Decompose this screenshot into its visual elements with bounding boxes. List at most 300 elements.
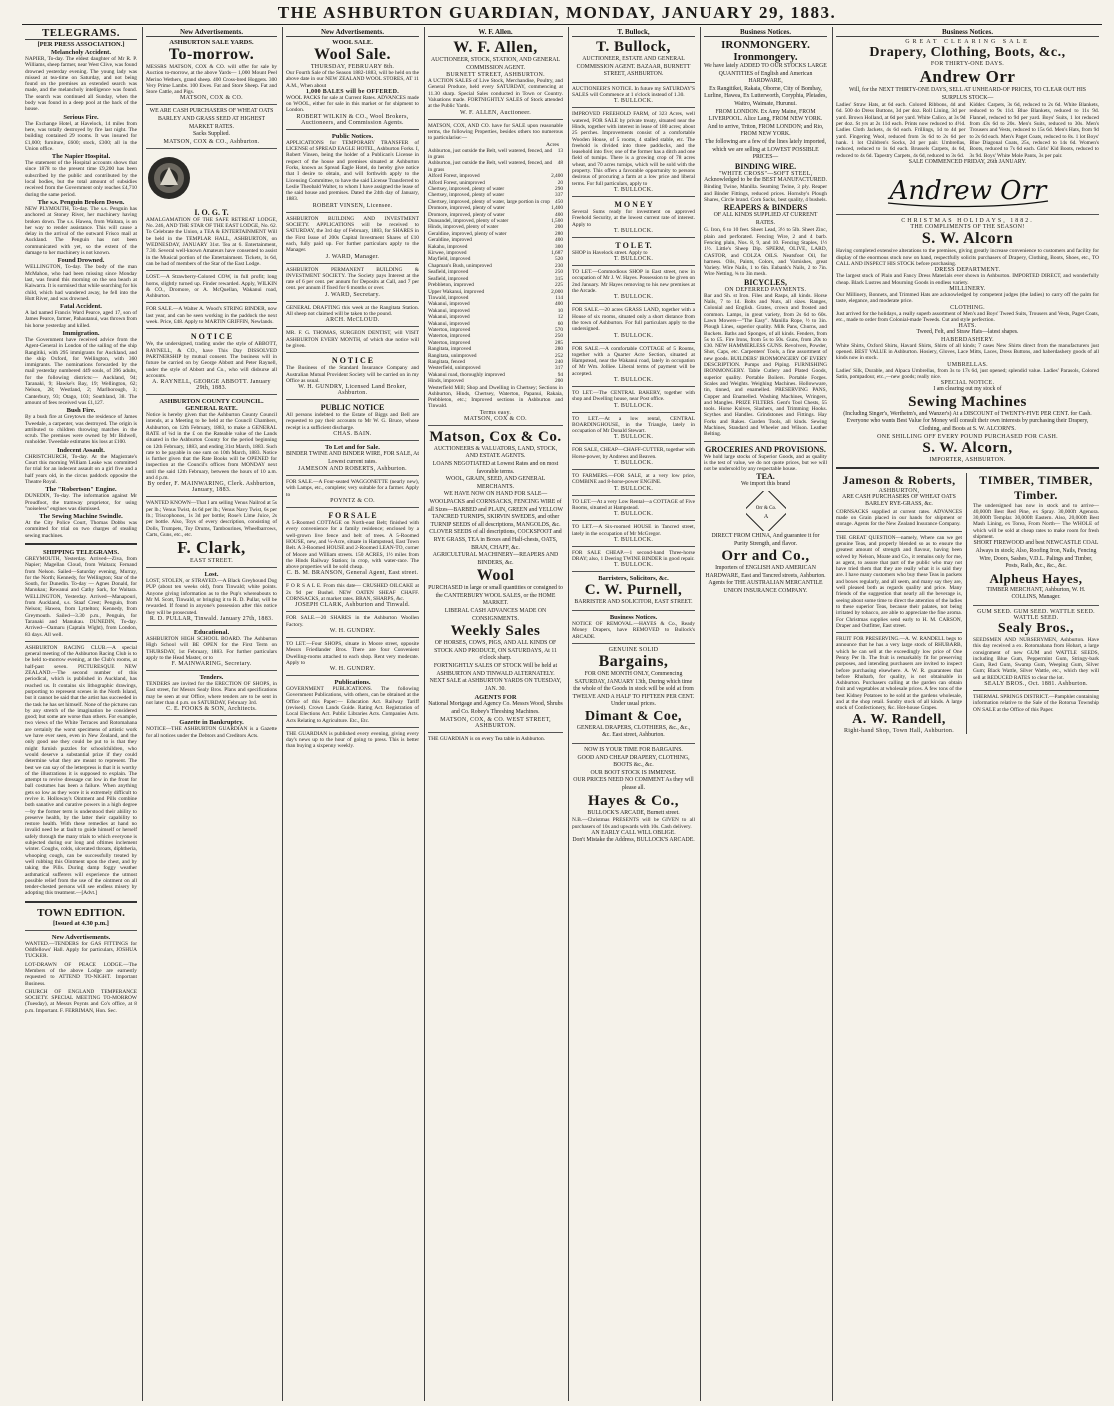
groceries-heading: GROCERIES AND PROVISIONS. [705, 444, 826, 454]
randell-heading: A. W. Randell, [852, 711, 946, 727]
property-acres: 240 [555, 358, 563, 365]
divider [572, 107, 695, 108]
divider [572, 546, 695, 547]
property-location: Alford Forest, improved [428, 173, 480, 180]
column-header: New Advertisements. [286, 27, 419, 37]
alpheus-text: TIMBER MERCHANT, Ashburton, W. H. COLLINS, Manager. [986, 586, 1086, 601]
lost-cow: LOST.—A Strawberry-Colored COW, in full profit; long horns, slightly turned up. Finder rewarded. Apply, WILKIN & CO., Dromore, or A. McQuellan, Wakanui road, Ashburton. [146, 274, 277, 300]
binder-twine: BINDER TWINE AND BINDER WIRE, FOR SALE, At Lowest current rates. [286, 450, 419, 465]
property-location: Waterton, improved [428, 326, 471, 333]
money-heading: M O N E Y [614, 199, 653, 209]
wool-packs: WOOL PACKS for sale at Current Rates. ADVANCES made on WOOL, either for sale in this market or for shipment to London. [286, 94, 419, 114]
orr-prices-right: Kidder. Carpets, 3s 6d, reduced to 2s 6d. White Blankets, reduced to 9s 11d. Blue Blankets, reduced to 11s 9d. Flannel, reduced to 9d per yard. Boys' Suits, 1 lot reduced from 43s 6d to 20s. Men's Suits, reduced to 30s. Men's Trousers and Vests, reduced to 15s 6d. Men's Hats, from 9d to 2s 6d each. Men's Paget Coats, reduced to 8s. 1 lot Boys' Blue Diagonal Coats, 25s, reduced to 14s 6d. Women's Boots, reduced to 7s 6d each. Girls' Kid Boots, reduced to 3s 9d. Boys' White Mole Pants, 3s per pair. [969, 102, 1099, 159]
sewing-machines-heading: Sewing Machines [908, 393, 1027, 410]
oilcake-sale: F O R S A L E. From this date— CRUSHED OILCAKE at 2s 9d per Bushel. NEW OATEN SHEAF CHAFF. CORNSACKS, at market rates. BRAN, SHARPS, &c. [286, 583, 419, 603]
wool-bales: 1,000 BALES will be OFFERED. [305, 88, 400, 95]
property-acres: 250 [555, 333, 563, 340]
randell-address: Right-hand Shop, Town Hall, Ashburton. [843, 727, 955, 734]
divider [286, 727, 419, 728]
telegram-heading: Immigration. [62, 329, 100, 337]
column-header: Business Notices. [836, 27, 1099, 37]
bullock-signature: T. BULLOCK. [613, 402, 654, 409]
property-location: Geraldine, improved, plenty of water [428, 230, 507, 237]
christmas-presents: N.B.—Christmas PRESENTS will be GIVEN to all purchasers of 10s and upwards with 10s. Cash delivery. [572, 817, 695, 830]
wool-purchased: PURCHASED in large or small quantities or consigned to the CANTERBURY WOOL SALES, or the HOME MARKET. [428, 585, 563, 607]
tenders-text: TENDERS are invited for the ERECTION OF SHOPS, in East street, for Messrs Sealy Bros. Plans and specifications may be seen at our Office, where tenders are to be sent in not later than 4 p.m. on SATURDAY, February 3rd. [146, 681, 277, 706]
property-location: Chertsey, improved, plenty of water, large portion in crop [428, 198, 550, 205]
shilling-off: ONE SHILLING OFF EVERY POUND PURCHASED FOR CASH. [877, 433, 1058, 440]
property-acres: 20 [557, 179, 563, 186]
publications-text: GOVERNMENT PUBLICATIONS. The following Government Publications, with others, can be obtained at the Office of this Paper:— Education Act. Railway Tariff (revised). Crown Lands Guide. Rating Act. Registration of Local Elections Act. Public Libraries Acts. Companies Acts. Acts Relating to Agriculture. Etc., Etc. [286, 686, 419, 724]
ad-temperance: CHURCH OF ENGLAND TEMPERANCE SOCIETY. SPECIAL MEETING TO-MORROW (Tuesday), at Messrs Poynts and Co's office, at 8 p.m. Important. F. FERRIMAN, Hon. Sec. [25, 988, 137, 1014]
bicycles-heading: BICYCLES, [744, 277, 787, 287]
property-acres: 400 [555, 237, 563, 244]
telegram-heading: Indecent Assault. [57, 446, 105, 454]
divider [572, 237, 695, 238]
alpheus-heading: Alpheus Hayes, [989, 570, 1083, 586]
property-acres: 280 [555, 230, 563, 237]
local-news: ASHBURTON RACING CLUB.—A special general meeting of the Ashburton Racing Club is to be held to-morrow evening, at the Club's rooms, at half-past seven. PICTURESQUE NEW ZEALAND.—The second number of this periodical, which is published in Auckland, has reached us. It contains six lithographic drawings, purporting to represent scenes in the North Island, but it cannot be said that the artist has succeeded in the task he has set himself. None of the pictures can by any stretch of the imagination be considered good; but some are worse than others. For example, two views of the White Terraces and Rotomahana are certainly the worst specimens of artistic work we have ever seen, even in New Zealand, and the only good use they could be put to is that they might furnish puzzles for schoolchildren, who would deserve a substantial prize if they could determine what they are meant to represent. The best we can say of the letterpress is that it is worthy of the illustrations it is supposed to explain. The attempt to revive dressage cut low in the front for ball costumes has been a failure. When anything gets so low as they wore it is extremely difficult to revive it. Holloway's Ointment and Pills combine both sanative and curative powers in a high degree—by the former term is understood their ability to preserve health, by the latter their capability to restore health. With these remedies at hand no invalid need be at fault to guide himself or herself safely through the many trials to which everyone is subjected during our long and oftimes inclement winter. Coughs, colds, ulcerated throats, diphtheria, whooping cough, can be successfully treated by well rubbing this Ointment upon the chest, and by taking the Pills. During damp foggy weather asthmatical sufferers will experience the utmost possible relief from the use of the ointment on all tender-chested persons will see endless misery by adopting this treatment.—[Advt.] [25, 644, 137, 897]
property-location: Ashburton, just outside the Belt, well watered, fenced, and in grass [428, 160, 553, 173]
high-school: ASHBURTON HIGH SCHOOL BOARD. The Ashburton High School will BE OPEN for the First Term on THURSDAY, 1st February, 1883. For further particulars apply to the Head Master, or to [146, 635, 277, 661]
divider [286, 675, 419, 676]
bullock-heading: T. Bullock, [596, 39, 671, 55]
divider [146, 148, 277, 149]
jameson-cornsacks: CORNSACKS supplied at current rates. ADVANCES made on Grain placed in our hands for shipment or storage. Agents for the New Zealand Insurance Company. [836, 508, 962, 528]
iogt-text: AMALGAMATION OF THE SAFE RETREAT LODGE, No. 246, AND THE STAR OF THE EAST LODGE, No. 62. To Celebrate the Union, a TEA & ENTERTAINMENT Will be held in the TEMPLAR HALL, ASHBURTON, on WEDNESDAY, JANUARY 31st. Tea at 6. Entertainment, 7.30. Several well-known Amateurs have consented to assist in the Musical portion of the Entertainment. Tickets, 1s 6d, can be had of members of the Star of the East Lodge. [146, 216, 277, 267]
property-location: Westerfield, unimproved [428, 365, 481, 372]
divider [836, 632, 962, 633]
telegram-text: The statement of the Hospital accounts shows that since 1878 to the present time £9,200 has been subscribed by the public and contributed by the local bodies, but the total amount of subsidies received from the Government only reaches £4,710 during the same period. [25, 160, 137, 198]
bullock-signature: T. BULLOCK. [613, 98, 654, 105]
umbrellas-heading: UMBRELLAS. [947, 361, 988, 368]
divider [25, 930, 137, 931]
matson-machinery: AGRICULTURAL MACHINERY—REAPERS AND BINDERS, &c. [432, 552, 559, 566]
property-acres: 48 [557, 160, 563, 167]
divider [146, 670, 277, 671]
weekly-sales-heading: Weekly Sales [450, 623, 541, 640]
bullock-listing: TO FARMERS.—FOR SALE, at a very low price, COMBINE and 8-horse-power ENGINE. [572, 473, 695, 486]
waggonette-signature: POYNTZ & CO. [330, 498, 375, 505]
divider [286, 301, 419, 302]
telegram-heading: Bush Fire. [66, 407, 96, 415]
bullock-signature: T. BULLOCK. [613, 511, 654, 518]
column-drapery [832, 27, 1102, 1401]
svg-text:A: A [763, 514, 768, 521]
guardian-notice: THE GUARDIAN is published every evening, giving every day's news up to the hour of going to press. This is better than buying a sixpenny weekly. [286, 730, 419, 750]
educational-heading: Educational. [193, 628, 230, 636]
telegram-text: A lad named Francis Ward Pearce, aged 17, son of James Pearce, farmer, Pahautanui, was thrown from his horse yesterday and killed. [25, 310, 137, 329]
property-location: Chertsey, improved, plenty of water [428, 186, 505, 192]
lower-ads-left [836, 473, 967, 734]
divider [973, 605, 1099, 606]
tea-stamp-text: Orr & Co. [755, 506, 776, 512]
to-let-heading: T O L E T. [615, 240, 652, 250]
telegram-heading: The s.s. Penguin Broken Down. [37, 198, 125, 206]
property-location: Dromore, improved, plenty of water [428, 205, 505, 212]
fortnightly-sales: FORTNIGHTLY SALES OF STOCK Will be held at ASHBURTON AND TINWALD ALTERNATELY. [433, 663, 558, 677]
property-acres: 230 [555, 262, 563, 269]
iron-list: G. Iron, 6 to 10 feet. Sheet Lead, 3½ to 5lb. Sheet Zinc, plain and perforated. Fencing Wire, 2 and 4 barb. Fencing plain, Nos. 8, 9, and 10. Fencing Staples, 1½ 1½. Little's Sheep Dip. SPERM, OLIVE, LARD, CASTOR, and COLZA OILS. Neatsfoot Oil, for harness. Oils, Paints, Colors, and Varnishes, great Variety. Wire Nails, 1 to 6in. Eubank's Nails, 2 to 7in. Wire Netting, ¾ to 3in mesh. [704, 227, 827, 278]
divider [146, 270, 277, 271]
timber-heading: TIMBER, TIMBER, Timber. [979, 472, 1093, 502]
acres-label: Acres [545, 141, 559, 148]
terms-easy: Terms easy. [479, 409, 512, 416]
divider [286, 507, 419, 508]
property-acres: 60 [557, 320, 563, 327]
column-wool-public [282, 27, 422, 1401]
license-transfer: APPLICATIONS for TEMPORARY TRANSFER of LICENSE of SPREAD EAGLE HOTEL, Ashburton Forks. I, Robert Vinsen, being the holder of a Publican's License in respect of the house and premises situated at Ashburton Forks, known as Spread Eagle Hotel, do hereby give notice that I desire to obtain, and will forthwith apply to the Licensing Committee, to have the said License Transferred to Leslie Theobald Walter, to whom I have assigned the lease of the said house and premises. Dated the 24th day of January, 1883. [286, 139, 419, 203]
masthead-rule [22, 24, 1102, 25]
divider [146, 625, 277, 626]
divider [146, 104, 277, 105]
weekly-sales-text: OF HORSES, COWS, PIGS, AND ALL KINDS OF STOCK AND PRODUCE, ON SATURDAYS, At 11 o'clock sharp. [434, 640, 557, 662]
property-location: Waterton, improved [428, 333, 471, 340]
timber-text: The undersigned has now in stock and to arrive— 40,000ft Best Red Pine, ex Spray. 30,000ft Agenora. 30,000ft Templar. 30,000ft Eastern. Also, 20,000ft Best Mash Lining, ex Torea, From North— The WHOLE of which will be sold at cheap rates to make room for fresh shipment. [973, 502, 1099, 541]
bargains-heading: Bargains, [598, 652, 669, 670]
ad-peace-lodge: LOT-DRAWN OF PEACE LODGE.—The Members of the above Lodge are earnestly requested to ATTEND TO-NIGHT. Important Business. [25, 961, 137, 987]
property-acres: 290 [555, 186, 563, 192]
property-location: Chapman's Bush, unimproved [428, 262, 492, 269]
sacks-supplied: Sacks Supplied. [192, 131, 231, 138]
property-location: Dunsandel, improved, plenty of water [428, 218, 509, 225]
property-location: Kirwee, improved [428, 250, 467, 257]
bullock-listing: FOR SALE.—20 acres GRASS LAND, together with a House of six rooms, situated only a short distance from the town of Ashburton. For full particulars apply to the undersigned. [572, 307, 695, 333]
divider [286, 611, 419, 612]
alcorn-intro: Having completed extensive alterations to the premises, giving greatly increase convenience to customers and facility for display of the enormous stock now on hand, respectfully solicits purchasers of Drapery, Clothing, Boots, Shoes, etc., TO CALL AND INSPECT HIS STOCK before purchasing. [836, 248, 1099, 268]
bullock-listing: TO LET.—The CENTRAL BAKERY, together with shop and Dwelling house, near Post office. [572, 389, 695, 403]
orr-heading: Orr and Co., [721, 548, 810, 565]
general-drafting: GENERAL DRAFTING this week at the Rangitata Station. All sheep not claimed will be taken to the pound. [286, 304, 419, 318]
telegram-text: The Exchange Hotel, at Havelock, 14 miles from here, was totally destroyed by fire last night. The building contained 29 rooms. It was insured for £1,000; furniture, £600; stock, £300; all in the Union office. [25, 120, 137, 152]
money-text: Several Sums ready for investment on approved Freehold Security, at the lowest current rate of interest. Apply to [572, 208, 695, 228]
telegram-text: WELLINGTON, To-day. The body of the man McMahon, who had been missing since Monday last, was found this morning on the sea beach at Kaiwarra. It is surmised that while searching for his child, which had wandered away, he fell into the Hutt River, and was drowned. [25, 264, 137, 302]
sealy-signature: SEALY BROS., Oct. 1881. Ashburton. [984, 681, 1088, 687]
divider [286, 440, 419, 441]
column-ironmongery [700, 27, 830, 1401]
waggonette-sale: FOR SALE.—A Four-seated WAGGONETTE (nearly new), with Lamps, etc., complete; very suitable for a farmer. Apply to [286, 479, 419, 498]
sale-yards-text: MESSRS MATSON, COX & CO. will offer for sale by Auction to-morrow, at the above Yards— 1,000 Mount Peel Merino Wethers, grand sheep. 400 Cross-bred Hoggets. 300 Very Prime Lambs. 100 Ewes. Fat and Store Sheep. Fat and Store Cattle, and Pigs. [146, 64, 277, 96]
property-location: Rangitata, fenced [428, 358, 466, 365]
county-council-heading: ASHBURTON COUNTY COUNCIL. GENERAL RATE. [159, 398, 264, 413]
lower-ads-right [973, 473, 1099, 734]
telegram-heading: The Sewing Machine Swindle. [39, 513, 123, 521]
boot-stock: OUR BOOT STOCK IS IMMENSE. [590, 769, 677, 776]
property-location: Geraldine, improved [428, 237, 472, 244]
genuine-solid: GENUINE SOLID [608, 646, 659, 653]
property-row [428, 378, 563, 384]
properties-table [428, 148, 563, 385]
county-council-text: Notice is hereby given that the Ashburton County Council intends, at a Meeting to be held at the Council Chambers, Ashburton, on 12th February, 1883, to make a GENERAL RATE of ¼d in the £ on the Rateable value of the Lands situated in the Ashburton County for the period beginning on 12th February, 1883, and ending 31st March, 1883. Such rate to be payable in one sum on 10th March, 1883. Notice is further given that the Rate Books will be OPENED for inspection at the Council's offices from MONDAY next until the said 12th February, between the hours of 10 a.m. and 4 p.m. [146, 412, 277, 482]
telegram-text: NEW PLYMOUTH, To-day. The s.s. Penguin has anchored at Stoney River, her machinery having broken down. The s.s. Hawea, from Waitara, is on her way to render assistance. This will cause a delay in the arrival of the outward Frisco mail at Auckland. The Penguin has not been communicated with yet, so the extent of the damage to her machinery is not known. [25, 205, 137, 257]
wool-sale-heading: Wool Sale. [313, 46, 391, 63]
shares-signature: W. H. GUNDRY. [329, 627, 376, 634]
ironmongery-intro: We have lately ADDED TO OUR STOCKS LARGE QUANTITIES of English and American HARDWARE, [704, 63, 827, 85]
divider [25, 543, 137, 545]
for-sale-binder: FOR SALE.—A Walter A. Wood's STRING BINDER, now last year, and can be seen working in the paddock the next week. Price, £48. Apply to MARTIN GRIFFIN, Newlands. [146, 306, 277, 326]
bullock-signature: T. BULLOCK. [613, 562, 654, 569]
properties-signature: MATSON, COX & CO. [464, 415, 527, 422]
umbrellas-text: Ladies' Silk, Durable, and Alpaca Umbrellas, from 3s to 17s 6d, just opened; splendid value. Ladies' Parasols, Colored Satin, pompadour, etc.,—new goods; really nice. [836, 367, 1099, 380]
to-morrow-heading: To-morrow. [168, 46, 255, 63]
column-header: W. F. Allen. [428, 27, 563, 37]
thirty-one-days: FOR THIRTY-ONE DAYS. [930, 61, 1005, 67]
property-acres: 13 [557, 147, 563, 154]
andrew-orr-intro: Will, for the NEXT THIRTY-ONE DAYS, SELL AT UNHEARD-OF PRICES, TO CLEAR OUT HIS SURPLUS STOCK— [849, 87, 1086, 101]
next-sale: NEXT SALE at ASHBURTON YARDS ON TUESDAY, JAN. 30. [429, 678, 562, 692]
hayes-address: BULLOCK'S ARCADE, Burnett street. [587, 809, 680, 816]
millinery-heading: MILLINERY. [949, 285, 986, 292]
matson-heading: Matson, Cox & Co. [429, 428, 562, 445]
telegram-heading: Serious Fire. [63, 113, 99, 121]
tenders-signature: C. E. FOOKS & SON, Architects. [166, 706, 257, 713]
permanent-society: ASHBURTON PERMANENT BUILDING & INVESTMENT SOCIETY. The Society pays Interest at the rate of 6 per cent. per annum for Deposits at Call, and 7 per cent. per annum if fixed for 6 months or over. [286, 266, 419, 292]
divider [146, 394, 277, 395]
drapery-heading: Drapery, Clothing, Boots, &c., [869, 45, 1066, 60]
divider [146, 567, 277, 568]
county-council-signature: By order, F. MAINWARING, Clerk. Ashburton, January, 1883. [147, 481, 276, 494]
jameson-address: ASHBURTON, [878, 487, 920, 494]
clothing-text: Just arrived for the holidays, a really superb assortment of Men's and Boys' Tweed Suits, Trousers and Vests, Paget Coats, etc., made to order from Colonial-made Tweeds. Cut and style perfection. [836, 310, 1099, 323]
property-acres: 400 [555, 211, 563, 218]
property-location: Chertsey, improved, plenty of water [428, 192, 505, 199]
white-cross: "WHITE CROSS"—SOFT STEEL, [718, 170, 813, 177]
property-location: Wakanui, improved [428, 301, 470, 308]
clothing-heading: CLOTHING. [950, 304, 985, 311]
cottage-sale: A 5-Roomed COTTAGE on North-east Belt; finished with every convenience for a family residence; enclosed by a well-grown live fence and belt of trees. A 5-Roomed HOUSE, new, and ¼-Acre, situate in Hampstead, East Town Belt. A 3-Roomed HOUSE and 2-Roomed LEAN-TO, corner of Moore and William streets. 150 ACRES, 1½ miles from the Hinds Railway Station; in crop, with water-race. The above properties will be sold cheap. [286, 520, 419, 571]
divider [572, 495, 695, 496]
reapers-text: OF ALL KINDS SUPPLIED AT CURRENT RATES. [713, 212, 818, 226]
notice-heading: N O T I C E [190, 332, 233, 342]
divider [572, 386, 695, 387]
property-location: Rangitata, improved [428, 346, 472, 353]
divider [286, 212, 419, 213]
property-acres: 250 [555, 269, 563, 276]
property-acres: 114 [555, 294, 563, 301]
wool-sale-text: Our Fourth Sale of the Season 1882-1883, will be held on the above date in our NEW ZEALAND WOOL STORES, AT 11 A.M., When about [286, 70, 419, 89]
public-notice-heading: PUBLIC NOTICE [320, 403, 385, 413]
binder-signature: JAMESON AND ROBERTS, Ashburton. [298, 466, 407, 473]
permanent-signature: J. WARD, Secretary. [324, 291, 381, 298]
insurance-signature: W. H. GUNDRY, Licensed Land Broker, Ashburton. [298, 384, 407, 397]
twine-list: Binding Twine, Manilla. Seaming Twine, 3 ply. Reaper and Binder Fittings, reduced prices. Hornsby's Plough Shares, Circle brand. Corn Sacks, best quality, 4 bushels. [704, 184, 827, 203]
sewing-machines-text: (Including Singer's, Wertheim's, and Wanzer's) At a DISCOUNT of TWENTY-FIVE PER CENT. for Cash. Everyone who wants Best Value for Money will consult their own interests by purchasing their Drapery, Clothing, and Boots at S. W. ALCORN'S. [843, 410, 1092, 432]
sale-yards-heading: ASHBURTON SALE YARDS. [169, 39, 254, 46]
property-location: Mayfield, improved [428, 256, 471, 263]
property-location: Alford Forest, unimproved [428, 179, 485, 186]
agents-text: National Mortgage and Agency Co. Messrs Wood, Shrubs and Co. Robey's Threshing Machines. [428, 701, 563, 715]
divider [146, 328, 277, 329]
allen-address: BURNETT STREET, ASHBURTON. [446, 72, 545, 79]
property-location: Tinwald, improved [428, 294, 469, 301]
divider [572, 412, 695, 413]
divider [428, 732, 563, 733]
divider [836, 467, 1099, 469]
iogt-heading: I. O. G. T. [194, 207, 229, 217]
allen-heading: W. F. Allen, [453, 39, 538, 56]
property-location: Prebbleton, improved [428, 282, 474, 289]
publications-heading: Publications. [334, 679, 371, 687]
hats-text: Tweed, Felt, and Straw Hats—latest shapes. [916, 329, 1019, 336]
column-new-ads [142, 27, 280, 1401]
early-call: AN EARLY CALL WILL OBLIGE. [591, 829, 676, 836]
haberdashery-text: White Shirts, Oxford Shirts, Havard Shirts, Shirts of all kinds; 7 cases New Shirts direct from the manufacturers just opened. BEST VALUE in Ashburton. Hosiery, Gloves, Lace Mitts, Laces, Dress Buttons, and haberdashery goods of all kinds now in stock. [836, 342, 1099, 362]
property-location: Upper Wakanui, improved [428, 288, 485, 295]
gum-seed: GUM SEED. GUM SEED. WATTLE SEED. WATTLE SEED. [977, 608, 1095, 621]
clark-address: EAST STREET. [189, 558, 234, 565]
divider [704, 441, 827, 442]
property-location: Wakanui road, thoroughly improved [428, 371, 505, 378]
property-location: Ashburton, just outside the Belt, well watered, fenced, and in grass [428, 147, 553, 160]
telegram-heading: The Napier Hospital. [51, 153, 111, 161]
purnell-title: BARRISTER AND SOLICITOR, EAST STREET. [574, 599, 693, 606]
property-acres: 1,500 [551, 218, 563, 225]
lower-ads [836, 473, 1099, 734]
telegram-text: DUNEDIN, To-day. The information against Mr Proudfoot, the tramway proprietor, for using "noiseless" engines was dismissed. [25, 493, 137, 512]
bullock-signature: T. BULLOCK. [613, 434, 654, 441]
bullock-signature: T. BULLOCK. [613, 256, 654, 263]
bullock-signature: T. BULLOCK. [613, 460, 654, 467]
divider [572, 196, 695, 197]
bullock-signature: T. BULLOCK. [613, 332, 654, 339]
property-location: Dromore, improved, plenty of water [428, 211, 505, 218]
property-acres: 225 [555, 282, 563, 289]
property-row [428, 148, 563, 161]
ironmongery-heading: IRONMONGERY. Ironmongery. [721, 39, 810, 63]
divider [286, 579, 419, 580]
dentist-notice: MR. F. G. THOMAS, SURGEON DENTIST, will VISIT ASHBURTON EVERY MONTH, of which due notice will be given. [286, 330, 419, 349]
bullock-listing: FOR SALE, CHEAP—CHAFF-CUTTER, together with Horse-power, by Andrews and Beaven. [572, 447, 695, 460]
business-notices-heading: Business Notices. [609, 614, 658, 622]
town-edition-heading: TOWN EDITION. [37, 906, 125, 919]
alcorn-heading: S. W. Alcorn [921, 230, 1014, 248]
divider [572, 610, 695, 611]
special-notice-text: I am clearing out my stock of [933, 386, 1002, 393]
insurance-text: The Business of the Standard Insurance Company and Australian Mutual Provident Society will be carried on in my Office as usual. [286, 365, 419, 384]
guardian-tea-notice: THE GUARDIAN is on every Tea table in Ashburton. [428, 735, 546, 742]
cottage-signature: C. B. M. BRANSON, General Agent, East street. [286, 570, 419, 577]
our-prices: OUR PRICES NEED NO COMMENT As they will please all. [573, 777, 694, 792]
dress-text: The largest stock of Plain and Fancy Dress Materials ever shown in Ashburton. IMPORTED DIRECT, and wonderfully cheap. Black Lustres and Mourning Goods in endless variety. [836, 273, 1099, 286]
property-acres: 200 [555, 378, 563, 385]
public-notices-heading: Public Notices. [331, 132, 374, 140]
telegrams-source: [PER PRESS ASSOCIATION.] [37, 41, 125, 48]
orr-agents: Agents for THE AUSTRALIAN MERCANTILE UNION INSURANCE COMPANY. [708, 580, 823, 595]
telegram-text: The Government have received advice from the Agent-General in London of the sailing of the ship Rangitiki, with 295 immigrants for Auckland, and the ship Oxford, for Wellington, with 360 immigrants. The nominations forwarded by the mail yesterday numbered 449 souls, of 396 adults, for the following districts:— Auckland, 94; Taranaki, 9; Hawke's Bay, 19; Wellington, 62; Nelson, 28; Westland, 2; Marlborough, 3; Canterbury, 93; Otago, 103; Southland, 38. The amount of fees received was £1,127. [25, 336, 137, 406]
gazette-text: NOTICE—THE ASHBURTON GUARDIAN is a Gazette for all notices under the Debtors and Creditors Acts. [146, 726, 277, 739]
column-header: T. Bullock, [572, 27, 695, 37]
thermal-springs: THERMAL SPRINGS DISTRICT.—Pamphlet containing information relative to the Sale of the Rotorua Township ON SALE at the Office of this Paper. [973, 694, 1099, 713]
allen-title: AUCTIONEER, STOCK, STATION, AND GENERAL COMMISSION AGENT. [430, 57, 561, 71]
millinery-text: Our Millinery, Bonnets, and Trimmed Hats are acknowledged by competent judges (the ladies) to carry off the palm for taste, elegance, and moderate price. [836, 291, 1099, 305]
bullock-signature: T. BULLOCK. [613, 186, 654, 193]
property-location: Hinds, improved, plenty of water [428, 224, 499, 231]
reapers-heading: REAPERS & BINDERS [723, 203, 808, 213]
property-acres: 12 [557, 314, 563, 321]
property-acres: 317 [555, 365, 563, 372]
town-edition-time: [Issued at 4.30 p.m.] [53, 919, 109, 927]
divider [572, 643, 695, 644]
divider [286, 263, 419, 264]
column-allen-matson [424, 27, 566, 1401]
telegram-text: CHRISTCHURCH, To-day. At the Magistrate's Court this morning William Leake was committed for trial for an indecent assault on a girl five and a half years old, in the circus paddock opposite the Theatre Royal. [25, 453, 137, 485]
andrew-orr-heading: Andrew Orr [919, 67, 1016, 86]
freehold-farm: IMPROVED FREEHOLD FARM, of 323 Acres, well watered, FOR SALE by private treaty, situated near the Hinds, together with interest in lease of 180 acres; about 25 perches. Improvements consist of a comfortable Wooden House, of 5 rooms, 4 stalled stable, etc. The freehold is divided into three paddocks, and the leasehold into five; one of the former has a ditch and one field of turnips. There is a growing crop of 78 acres wheat, and 70 acres turnips, which will be sold with the property. This offers a favorable opportunity to persons desirous of procuring a farm at a low price and liberal terms. For full particulars, apply to [572, 111, 695, 187]
clearing-sale: GREAT CLEARING SALE [905, 39, 1030, 45]
divider [572, 443, 695, 444]
column-header: Business Notices. [704, 27, 827, 37]
partnership-signature: A. RAYNELL, GEORGE ABBOTT. January 29th, 1883. [152, 379, 271, 392]
telegram-heading: Fatal Accident. [60, 303, 102, 311]
property-acres: 520 [555, 256, 563, 263]
tea-direct: DIRECT FROM CHINA, And guarantee it for Purity Strength, and flavor. [711, 533, 820, 547]
cash-advances: LIBERAL CASH ADVANCES MADE ON CONSIGNMENTS. [444, 608, 547, 622]
divider [286, 399, 419, 400]
property-row [428, 160, 563, 173]
divider [286, 326, 419, 327]
divider [836, 214, 1099, 215]
public-notice-signature: CHAS. BAIN. [333, 430, 372, 437]
hats-heading: HATS. [958, 323, 977, 330]
wanted-known: WANTED KNOWN—That I am selling Venus Nailrod at 5s per lb.; Venus Twist, 4s 6d per lb.; Venus Navy Twist, 6s per lb.; Triscophonos, 1s 3d per bottle; Rose's Lime Juice, 2s per bottle. Also, Toys of every description, consisting of Dolls, Trumpets, Toy Drums, Tambourines, Wheelbarrows, Carts, Guns, etc., etc. [146, 500, 277, 538]
property-acres: 315 [555, 275, 563, 282]
bullock-title: AUCTIONEER, ESTATE AND GENERAL COMMISSION AGENT. BAZAAR, BURNETT STREET, ASHBURTON. [576, 56, 691, 78]
agents-signature: MATSON, COX, & CO. WEST STREET, ASHBURTON. [440, 716, 551, 729]
insurance-heading: N O T I C E [331, 356, 374, 366]
alcorn-importer-heading: S. W. Alcorn, [922, 439, 1013, 456]
bullock-signature: T. BULLOCK. [613, 485, 654, 492]
to-let-heading: To Let and for Sale. [325, 443, 380, 451]
bullock-listing: TO LET.—A Six-roomed HOUSE in Tancred street, lately in the occupation of Mr McGregor. [572, 524, 695, 537]
deferred-payments: ON DEFERRED PAYMENTS. [724, 286, 807, 293]
bullock-listing: FOR SALE CHEAP.—1 second-hand Three-horse DRAY; also, 1 Deering TWINE BINDER in good repair. [572, 549, 695, 563]
shares-sale: FOR SALE.—20 SHARES in the Ashburton Woollen Factory. [286, 615, 419, 628]
property-acres: 280 [555, 346, 563, 353]
property-location: Rangitata, unimproved [428, 352, 477, 359]
matson-title: AUCTIONEERS & VALUATORS, LAND, STOCK, AND ESTATE AGENTS. [433, 445, 558, 460]
orr-price-lists [836, 102, 1099, 159]
telegram-text: By a bush fire at Greytown the residence of James Tweedale, a carpenter, was destroyed. The origin is attributed to children throwing matches in the scrub. The premises were owned by Mr Bidwell, runholder. Tweedale estimates his loss at £100. [25, 414, 137, 446]
property-location: Waterton, improved [428, 339, 471, 346]
shipping-heading: SHIPPING TELEGRAMS. [42, 549, 120, 556]
matson-merchants: WOOL, GRAIN, SEED, AND GENERAL MERCHANTS. [445, 476, 546, 490]
wool-sale-caps: WOOL SALE. [332, 39, 373, 46]
property-acres: 2,000 [551, 288, 563, 295]
sealy-heading: Sealy Bros., [997, 620, 1075, 636]
public-notice-text: All persons indebted to the Estate of Biggs and Bell are requested to pay their accounts to Mr W. G. Bruce, whose receipt is a sufficient discharge. [286, 412, 419, 431]
jameson-purchasers: ARE CASH PURCHASERS OF WHEAT OATS BARLEY RYE-GRASS, &c. [842, 493, 956, 508]
dimant-title: GENERAL DRAPERS, CLOTHIERS, &c., &c., &c. East street, Ashburton. [576, 724, 691, 739]
sealy-text: SEEDSMEN AND NURSERYMEN, Ashburton. Have this day received a ex. Rotomahana from Hobart, a large consignment of new GUM and WATTLE SEEDS, including Blue Gum, Peppermint Gum, Stringy-bark Gum, Red Gum, Swamp Gum, Weeping Gum, Silver Gum; Black Wattle, Silver Wattle, etc., which they will sell at REDUCED RATES to clear the lot. [973, 636, 1099, 681]
lost-heading: Lost. [204, 571, 219, 579]
property-location: Hinds, improved [428, 378, 464, 385]
tea-import: We import this brand [741, 481, 790, 488]
special-notice-heading: SPECIAL NOTICE. [940, 380, 995, 387]
bullock-listings [572, 265, 695, 568]
divider [25, 901, 137, 903]
orr-title: Importers of ENGLISH AND AMERICAN HARDWARE, East and Tancred streets, Ashburton. [705, 565, 826, 579]
property-location: Seafield, improved [428, 269, 469, 276]
binding-wire-heading: BINDING WIRE. [734, 161, 797, 171]
divider [146, 715, 277, 716]
bullock-signature: T. BULLOCK. [613, 294, 654, 301]
bullock-signature: T. BULLOCK. [613, 227, 654, 234]
high-school-signature: F. MAINWARING, Secretary. [171, 661, 252, 668]
jameson-heading: Jameson & Roberts, [842, 472, 956, 487]
andrew-orr-signature-icon [873, 170, 1063, 210]
property-acres: 94 [557, 371, 563, 378]
new-ads-heading: New Advertisements. [51, 933, 111, 941]
